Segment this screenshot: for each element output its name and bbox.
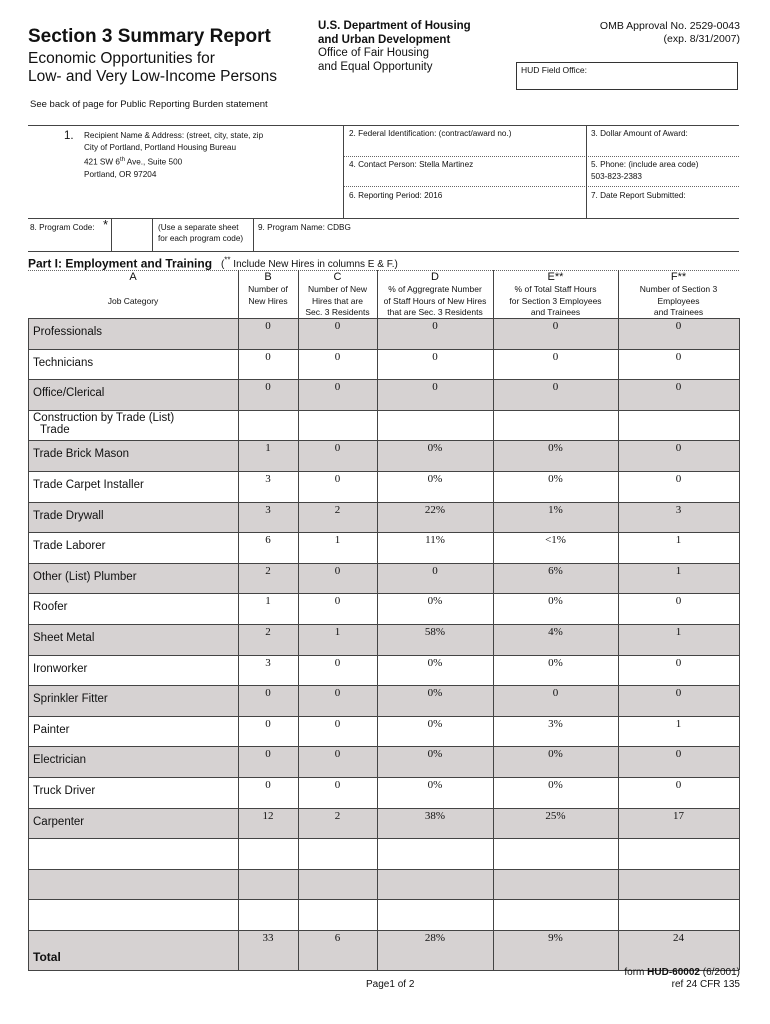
cell-e[interactable]: 0 — [552, 320, 559, 332]
column-header-a — [28, 271, 238, 319]
cell-e[interactable]: 0% — [548, 779, 563, 791]
cell-c[interactable]: 1 — [334, 534, 341, 547]
total-cell-c[interactable]: 6 — [334, 932, 341, 944]
cell-d[interactable]: 0% — [427, 656, 443, 669]
cell-d[interactable]: 0% — [427, 473, 443, 485]
program-code-asterisk: * — [103, 217, 109, 232]
row-label — [33, 571, 137, 583]
row-label — [33, 785, 95, 797]
program-code-input[interactable] — [113, 219, 151, 249]
column-description: and Trainees — [653, 307, 704, 317]
cell-b[interactable]: 0 — [265, 717, 271, 730]
cell-b[interactable]: 6 — [265, 534, 271, 547]
column-description — [28, 284, 238, 296]
column-letter: A — [129, 271, 137, 283]
cell-d[interactable]: 0 — [432, 350, 438, 363]
cell-e[interactable]: 1% — [548, 503, 563, 516]
cell-b[interactable]: 0 — [265, 320, 271, 332]
cell-c[interactable]: 0 — [334, 595, 341, 608]
cell-d[interactable]: 0 — [432, 564, 438, 577]
page-number: Page1 of 2 — [366, 979, 415, 990]
cell-f[interactable]: 0 — [675, 656, 682, 669]
column-letter: F** — [670, 271, 687, 283]
cell-f[interactable]: 0 — [675, 748, 682, 761]
cell-c[interactable]: 1 — [334, 626, 341, 638]
row-label — [33, 387, 104, 399]
cell-b[interactable]: 3 — [265, 503, 271, 516]
column-description: % of Total Staff Hours — [514, 284, 597, 294]
cell-e[interactable]: 6% — [548, 564, 563, 577]
agency-block — [318, 20, 471, 74]
row-sublabel-text: Trade — [40, 423, 70, 436]
row-label — [33, 326, 102, 338]
program-name-field[interactable]: 9. Program Name: CDBG — [258, 223, 351, 232]
cell-c[interactable]: 0 — [334, 473, 341, 485]
cell-f[interactable]: 0 — [675, 687, 682, 700]
cell-e[interactable]: 25% — [545, 809, 566, 822]
row-label-text: Trade Drywall — [33, 509, 104, 522]
cell-e[interactable]: 0 — [552, 381, 559, 394]
cell-e[interactable]: 0% — [548, 748, 563, 761]
row-label-text: Office/Clerical — [33, 387, 105, 400]
program-code-note — [158, 222, 243, 244]
column-description: Number of New — [307, 284, 368, 294]
cell-e[interactable]: 0% — [548, 656, 563, 669]
date-submitted-field[interactable]: 7. Date Report Submitted: — [591, 191, 686, 200]
column-description: Number of Section 3 — [639, 284, 718, 294]
row-label-text: Construction by Trade (List) — [33, 411, 175, 424]
phone-value: 503-823-2383 — [591, 172, 642, 181]
recipient-address-line1 — [84, 154, 263, 169]
form-number — [624, 967, 740, 979]
column-description — [28, 307, 238, 319]
row-label — [33, 693, 108, 705]
row-label-text: Trade Laborer — [33, 540, 106, 553]
federal-id-field[interactable]: 2. Federal Identification: (contract/award no.) — [349, 129, 512, 138]
form-reference — [624, 967, 740, 991]
total-cell-f[interactable]: 24 — [673, 932, 684, 944]
row-label — [33, 663, 87, 675]
agency-name-line2: and Urban Development — [318, 33, 451, 46]
cell-b[interactable]: 3 — [265, 656, 271, 669]
column-header-b — [238, 271, 298, 319]
cell-d[interactable]: 0 — [432, 320, 438, 332]
column-description — [238, 307, 298, 319]
cell-b[interactable]: 12 — [262, 809, 274, 822]
recipient-field[interactable] — [84, 130, 263, 181]
cell-b[interactable]: 3 — [265, 473, 271, 485]
column-letter: B — [264, 271, 272, 283]
cell-f[interactable]: 0 — [675, 320, 682, 332]
cell-d[interactable]: 11% — [425, 534, 445, 547]
cell-e[interactable]: <1% — [545, 534, 566, 547]
column-header-d — [377, 271, 493, 319]
row-label — [33, 540, 105, 552]
cell-e[interactable]: 3% — [548, 717, 563, 730]
cfr-reference: ref 24 CFR 135 — [671, 979, 740, 990]
cell-e[interactable]: 4% — [548, 626, 563, 638]
total-label: Total — [33, 950, 61, 964]
field-1-number: 1. — [64, 130, 74, 142]
address-ordinal-suffix: th — [119, 157, 125, 163]
cell-d[interactable]: 0% — [427, 442, 443, 455]
row-label-text: Other (List) Plumber — [33, 570, 137, 583]
cell-d[interactable]: 0% — [427, 779, 443, 791]
cell-f[interactable]: 3 — [675, 503, 682, 516]
cell-c[interactable]: 0 — [334, 656, 341, 669]
cell-f[interactable]: 1 — [675, 534, 682, 547]
row-label — [33, 448, 129, 460]
cell-b[interactable]: 0 — [265, 350, 271, 363]
cell-b[interactable]: 0 — [265, 687, 271, 700]
row-label-text: Technicians — [33, 356, 94, 369]
row-label-text: Carpenter — [33, 815, 85, 828]
hud-field-office-field[interactable] — [516, 62, 738, 90]
row-label-text: Ironworker — [33, 662, 88, 675]
total-cell-b[interactable]: 33 — [262, 932, 274, 944]
column-description: % of Aggregrate Number — [388, 284, 482, 294]
reporting-period-field[interactable]: 6. Reporting Period: 2016 — [349, 191, 443, 200]
hud-field-office-label: HUD Field Office: — [521, 65, 587, 75]
recipient-address-line2: Portland, OR 97204 — [84, 169, 157, 179]
row-label — [33, 479, 144, 491]
program-code-label: 8. Program Code: — [30, 223, 95, 232]
omb-number: OMB Approval No. 2529-0043 — [599, 20, 740, 32]
row-label-text: Truck Driver — [33, 785, 96, 797]
cell-e[interactable]: 0% — [548, 442, 563, 455]
cell-b[interactable]: 0 — [265, 748, 271, 761]
form-date: (6/2001) — [699, 967, 740, 978]
cell-e[interactable]: 0 — [552, 350, 559, 363]
cell-d[interactable]: 0 — [432, 381, 438, 394]
row-label-text: Roofer — [33, 601, 68, 614]
cell-f[interactable]: 1 — [675, 564, 682, 577]
recipient-name: City of Portland, Portland Housing Bureau — [84, 143, 237, 152]
cell-d[interactable]: 0% — [427, 717, 443, 730]
column-description: that are Sec. 3 Residents — [387, 307, 483, 317]
cell-f[interactable]: 1 — [675, 626, 682, 638]
cell-d[interactable]: 22% — [424, 503, 446, 516]
column-description: Sec. 3 Residents — [305, 307, 370, 317]
form-label: form — [624, 967, 648, 978]
total-cell-e[interactable]: 9% — [548, 932, 563, 944]
row-label — [33, 724, 69, 736]
cell-d[interactable]: 38% — [424, 809, 446, 822]
cell-c[interactable]: 0 — [334, 779, 341, 791]
column-description: New Hires — [248, 295, 288, 306]
phone-label: 5. Phone: (include area code) — [591, 160, 699, 169]
cell-b[interactable]: 0 — [265, 381, 271, 394]
cell-b[interactable]: 1 — [265, 442, 271, 455]
cell-c[interactable]: 0 — [334, 748, 341, 761]
cell-d[interactable]: 58% — [424, 626, 446, 638]
part1-note: Include New Hires in columns E & F.) — [230, 259, 398, 271]
cell-c[interactable]: 0 — [334, 717, 341, 730]
program-code-note-line1: (Use a separate sheet — [158, 223, 239, 232]
cell-c[interactable]: 0 — [334, 381, 341, 394]
row-label-text: Professionals — [33, 326, 103, 338]
cell-b[interactable]: 1 — [265, 595, 271, 608]
column-header-f — [618, 271, 739, 319]
row-label — [33, 601, 68, 613]
contact-person-field[interactable]: 4. Contact Person: Stella Martinez — [349, 160, 474, 169]
column-letter: D — [431, 271, 439, 283]
agency-office-line1: Office of Fair Housing — [318, 47, 430, 59]
recipient-label: Recipient Name & Address: (street, city, state, zip — [84, 131, 264, 140]
cell-e[interactable]: 0% — [548, 595, 563, 608]
cell-d[interactable]: 0% — [427, 595, 443, 608]
column-header-e — [493, 271, 618, 319]
column-description: Number of — [248, 284, 288, 294]
cell-b[interactable]: 0 — [265, 779, 271, 791]
cell-f[interactable]: 0 — [675, 442, 682, 455]
omb-approval — [600, 20, 740, 46]
report-subtitle-line2: Low- and Very Low-Income Persons — [28, 68, 277, 85]
cell-f[interactable]: 0 — [675, 473, 682, 485]
agency-name-line1: U.S. Department of Housing — [318, 20, 471, 32]
cell-f[interactable]: 17 — [673, 809, 684, 822]
row-label — [33, 510, 104, 522]
program-code-note-line2: for each program code) — [158, 234, 244, 243]
row-label-text: Sheet Metal — [33, 632, 95, 644]
address-street-number: 421 SW 6 — [84, 157, 120, 167]
form-id: HUD-60002 — [647, 967, 700, 978]
row-label — [33, 357, 93, 369]
column-description: of Staff Hours of New Hires — [383, 295, 487, 306]
cell-e[interactable]: 0% — [548, 473, 563, 485]
cell-f[interactable]: 0 — [675, 350, 682, 363]
cell-f[interactable]: 0 — [675, 381, 682, 394]
column-header-c — [298, 271, 377, 319]
cell-c[interactable]: 2 — [334, 503, 341, 516]
column-letter: E** — [547, 271, 564, 283]
part1-note-open: ( — [220, 259, 225, 271]
row-label-text: Sprinkler Fitter — [33, 693, 108, 706]
cell-b[interactable]: 2 — [265, 564, 271, 577]
cell-f[interactable]: 0 — [675, 779, 682, 791]
row-shade — [28, 869, 739, 900]
column-description: for Section 3 Employees — [509, 295, 602, 306]
cell-c[interactable]: 2 — [334, 809, 341, 822]
row-label — [33, 754, 86, 766]
part1-note-stars: ** — [224, 256, 231, 265]
row-label-text: Trade Carpet Installer — [33, 479, 144, 491]
row-label-text: Painter — [33, 723, 70, 736]
column-description: Job Category — [107, 295, 159, 306]
row-label-text: Trade Brick Mason — [33, 448, 130, 461]
cell-e[interactable]: 0 — [552, 687, 559, 700]
column-description: Hires that are — [311, 295, 364, 306]
column-letter: C — [333, 271, 342, 283]
column-description: Employees — [657, 295, 700, 306]
phone-field[interactable] — [591, 159, 698, 183]
report-subtitle-line1: Economic Opportunities for — [28, 50, 215, 67]
cell-f[interactable]: 1 — [675, 717, 682, 730]
award-amount-field[interactable]: 3. Dollar Amount of Award: — [591, 129, 688, 138]
cell-b[interactable]: 2 — [265, 626, 271, 638]
agency-office-line2: and Equal Opportunity — [318, 60, 433, 73]
cell-d[interactable]: 0% — [427, 748, 443, 761]
cell-f[interactable]: 0 — [675, 595, 682, 608]
row-label — [33, 816, 84, 828]
total-cell-d[interactable]: 28% — [424, 932, 446, 944]
burden-statement: See back of page for Public Reporting Burden statement — [30, 99, 268, 110]
row-label — [33, 632, 94, 644]
address-street-rest: Ave., Suite 500 — [124, 157, 183, 167]
row-label-text: Electrician — [33, 754, 87, 767]
cell-c[interactable]: 0 — [334, 350, 341, 363]
omb-expiration: (exp. 8/31/2007) — [663, 33, 740, 45]
row-label — [33, 412, 174, 436]
cell-c[interactable]: 0 — [334, 442, 341, 455]
cell-c[interactable]: 0 — [334, 320, 341, 332]
cell-d[interactable]: 0% — [427, 687, 443, 700]
column-description: and Trainees — [530, 307, 581, 317]
cell-c[interactable]: 0 — [334, 564, 341, 577]
part1-heading: Part I: Employment and Training — [28, 256, 213, 271]
cell-c[interactable]: 0 — [334, 687, 341, 700]
part1-title — [28, 256, 398, 270]
report-title: Section 3 Summary Report — [28, 26, 271, 47]
